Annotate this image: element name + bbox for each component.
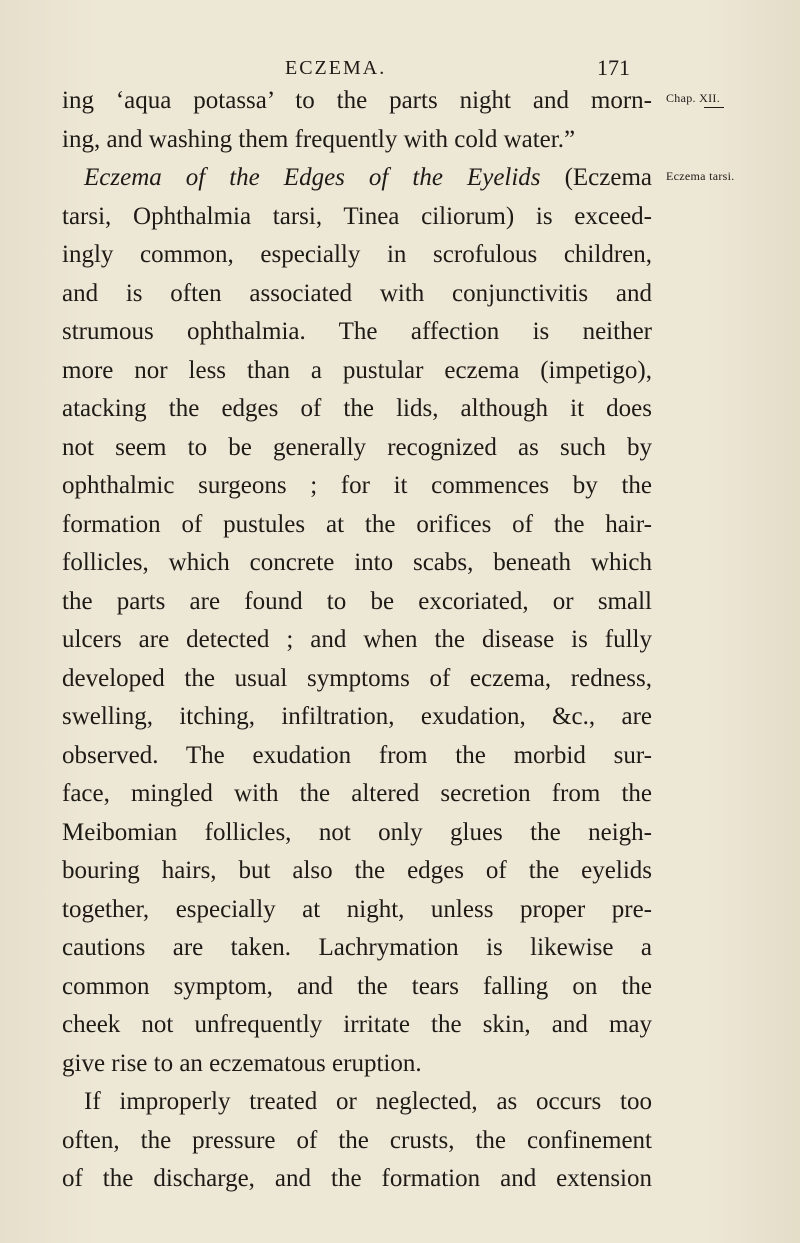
text-line: and is often associated with conjunctivitis and [62,279,652,307]
text-line: more nor less than a pustular eczema (impetigo), [62,356,652,384]
text-line: observed. The exudation from the morbid sur- [62,741,652,769]
text-line: developed the usual symptoms of eczema, redness, [62,664,652,692]
text-line: tarsi, Ophthalmia tarsi, Tinea ciliorum) is exceed- [62,202,652,230]
text-line: together, especially at night, unless proper pre- [62,895,652,923]
text-line: ing ‘aqua potassa’ to the parts night and morn- [62,87,652,114]
text-line: bouring hairs, but also the edges of the eyelids [62,857,652,884]
chapter-underline [704,107,724,108]
text-line: the parts are found to be excoriated, or small [62,587,652,615]
text-line: strumous ophthalmia. The affection is neither [62,318,652,345]
text-line: ophthalmic surgeons ; for it commences by the [62,472,652,499]
text-line: cautions are taken. Lachrymation is likewise a [62,934,652,961]
chapter-margin-note [666,91,724,108]
text-line: ing, and washing them frequently with cold water.” [62,125,576,153]
chapter-label: Chap. XII. [666,91,720,105]
paragraph-heading-line [62,159,652,198]
running-title: ECZEMA. [285,57,387,79]
text-line: swelling, itching, infiltration, exudation, &c., are [62,703,652,730]
text-line: often, the pressure of the crusts, the confinement [62,1126,652,1154]
body-text [62,82,652,1199]
heading-rest: (Eczema [540,164,652,191]
section-heading: Eczema of the Edges of the Eyelids [84,164,541,191]
side-margin-note: Eczema tarsi. [666,169,735,183]
text-line: of the discharge, and the formation and extension [62,1165,652,1192]
text-line: If improperly treated or neglected, as occurs too [84,1088,652,1115]
text-line: Meibomian follicles, not only glues the neigh- [62,818,652,846]
text-line: give rise to an eczematous eruption. [62,1049,422,1077]
text-line: common symptom, and the tears falling on the [62,972,652,1000]
text-line: cheek not unfrequently irritate the skin, and may [62,1011,652,1038]
page-number: 171 [597,55,630,80]
text-line: ingly common, especially in scrofulous children, [62,241,652,268]
text-line: not seem to be generally recognized as such by [62,433,652,461]
text-line: face, mingled with the altered secretion from the [62,780,652,807]
text-line: follicles, which concrete into scabs, beneath which [62,549,652,576]
text-line: atacking the edges of the lids, although it does [62,395,652,422]
text-line: formation of pustules at the orifices of the hair- [62,510,652,538]
text-line: ulcers are detected ; and when the disease is fully [62,626,652,653]
